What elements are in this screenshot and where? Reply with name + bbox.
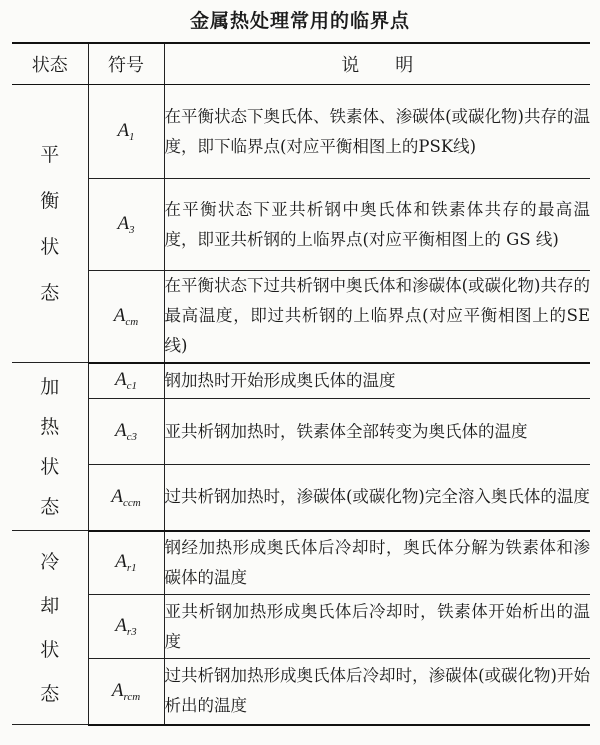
symbol-cell: $A_{r3}$ (88, 595, 164, 659)
table-row (12, 531, 590, 595)
symbol-cell: $A_1$ (88, 85, 164, 179)
symbol-cell: $A_{r1}$ (88, 531, 164, 595)
table-title: 金属热处理常用的临界点 (189, 10, 410, 32)
state-cell-cooling: 冷 却 状 态 (12, 531, 88, 725)
symbol-cell: $A_{c3}$ (88, 399, 164, 465)
description-cell: 亚共析钢加热时，铁素体全部转变为奥氏体的温度 (164, 399, 590, 465)
symbol-cell: $A_{ccm}$ (88, 465, 164, 531)
critical-points-table (12, 42, 590, 726)
table-row (12, 659, 590, 725)
description-cell: 在平衡状态下奥氏体、铁素体、渗碳体(或碳化物)共存的温度，即下临界点(对应平衡相图上的PSK线) (164, 85, 590, 179)
symbol-cell: $A_{c1}$ (88, 363, 164, 399)
description-cell: 在平衡状态下过共析钢中奥氏体和渗碳体(或碳化物)共存的最高温度，即过共析钢的上临界点(对应平衡相图上的SE线) (164, 271, 590, 363)
state-cell-heating: 加 热 状 态 (12, 363, 88, 531)
symbol-cell: $A_3$ (88, 179, 164, 271)
description-cell: 过共析钢加热形成奥氏体后冷却时，渗碳体(或碳化物)开始析出的温度 (164, 659, 590, 725)
header-description: 说 明 (164, 43, 590, 85)
table-row (12, 271, 590, 363)
table-row (12, 465, 590, 531)
description-cell: 过共析钢加热时，渗碳体(或碳化物)完全溶入奥氏体的温度 (164, 465, 590, 531)
header-row (12, 43, 590, 85)
description-cell: 钢加热时开始形成奥氏体的温度 (164, 363, 590, 399)
table-row (12, 595, 590, 659)
state-cell-equilibrium: 平 衡 状 态 (12, 85, 88, 363)
symbol-cell: $A_{rcm}$ (88, 659, 164, 725)
table-row (12, 179, 590, 271)
table-row (12, 85, 590, 179)
table-row (12, 363, 590, 399)
symbol-cell: $A_{cm}$ (88, 271, 164, 363)
description-cell: 在平衡状态下亚共析钢中奥氏体和铁素体共存的最高温度，即亚共析钢的上临界点(对应平衡相图上的 GS 线) (164, 179, 590, 271)
header-state: 状态 (12, 43, 88, 85)
description-cell: 亚共析钢加热形成奥氏体后冷却时，铁素体开始析出的温度 (164, 595, 590, 659)
table-row (12, 399, 590, 465)
header-symbol: 符号 (88, 43, 164, 85)
description-cell: 钢经加热形成奥氏体后冷却时，奥氏体分解为铁素体和渗碳体的温度 (164, 531, 590, 595)
